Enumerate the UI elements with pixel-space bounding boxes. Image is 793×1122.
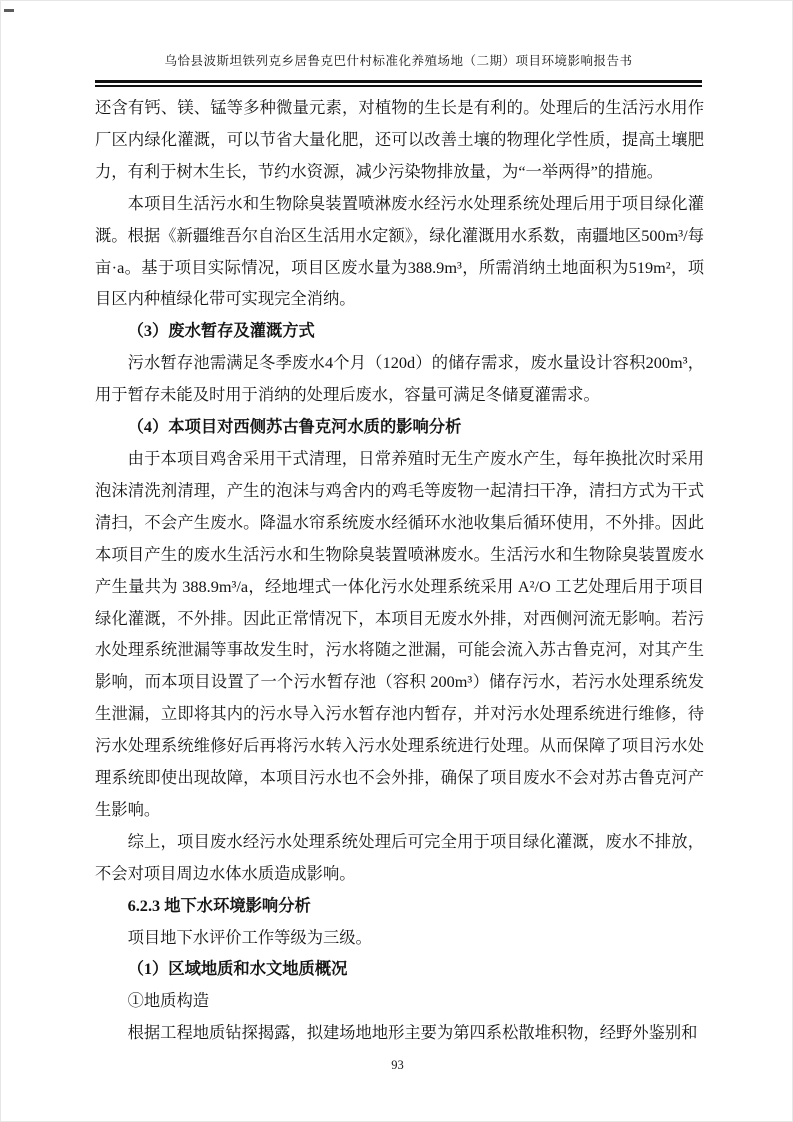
paragraph-continuation: 还含有钙、镁、锰等多种微量元素，对植物的生长是有利的。处理后的生活污水用作厂区内绿化灌溉，可以节省大量化肥，还可以改善土壤的物理化学性质，提高土壤肥力，有利于树木生长，节约水资源，减少污染物排放量，为“一举两得”的措施。 xyxy=(95,98,704,181)
header-double-rule xyxy=(95,80,702,87)
paragraph-river-impact-analysis: 由于本项目鸡舍采用干式清理，日常养殖时无生产废水产生，每年换批次时采用泡沫清洗剂清理，产生的泡沫与鸡舍内的鸡毛等废物一起清扫干净，清扫方式为干式清扫，不会产生废水。降温水帘系统废水经循环水池收集后循环使用，不外排。因此本项目产生的废水生活污水和生物除臭装置喷淋废水。生活污水和生物除臭装置废水产生量共为 388.9m³/a，经地埋式一体化污水处理系统采用 A²/O 工艺处理后用于项目绿化灌溉，不外排。因此正常情况下，本项目无废水外排，对西侧河流无影响。若污水处理系统泄漏等事故发生时，污水将随之泄漏，可能会流入苏古鲁克河，对其产生影响，而本项目设置了一个污水暂存池（容积 200m³）储存污水，若污水处理系统发生泄漏，立即将其内的污水导入污水暂存池内暂存，并对污水处理系统进行维修，待污水处理系统维修好后再将污水转入污水处理系统进行处理。从而保障了项目污水处理系统即使出现故障，本项目污水也不会外排，确保了项目废水不会对苏古鲁克河产生影响。 xyxy=(95,448,704,819)
header-rule-bottom-line xyxy=(95,85,702,88)
paragraph-geology-structure-label: ①地质构造 xyxy=(127,991,210,1011)
paragraph-irrigation-reuse: 本项目生活污水和生物除臭装置喷淋废水经污水处理系统处理后用于项目绿化灌溉。根据《新疆维吾尔自治区生活用水定额》，绿化灌溉用水系数，南疆地区500m³/每亩·a。基于项目实际情况，项目区废水量为388.9m³，所需消纳土地面积为519m²，项目区内种植绿化带可实现完全消纳。 xyxy=(95,193,704,309)
page-number: 93 xyxy=(391,1058,404,1072)
document-body xyxy=(95,92,704,1049)
heading-regional-geology: （1）区域地质和水文地质概况 xyxy=(127,959,348,979)
paragraph-drilling: 根据工程地质钻探揭露，拟建场地地形主要为第四系松散堆积物，经野外鉴别和 xyxy=(127,1023,698,1043)
paragraph-storage-pool: 污水暂存池需满足冬季废水4个月（120d）的储存需求，废水量设计容积200m³，用于暂存未能及时用于消纳的处理后废水，容量可满足冬储夏灌需求。 xyxy=(95,353,704,405)
heading-groundwater-impact: 6.2.3 地下水环境影响分析 xyxy=(127,895,311,915)
paragraph-summary: 综上，项目废水经污水处理系统处理后可完全用于项目绿化灌溉，废水不排放，不会对项目周边水体水质造成影响。 xyxy=(95,831,704,883)
page-header-title: 乌恰县波斯坦铁列克乡居鲁克巴什村标准化养殖场地（二期）项目环境影响报告书 xyxy=(164,54,633,68)
scan-artifact xyxy=(4,9,14,12)
paragraph-evaluation-grade: 项目地下水评价工作等级为三级。 xyxy=(127,927,372,947)
heading-river-impact: （4）本项目对西侧苏古鲁克河水质的影响分析 xyxy=(127,417,462,437)
heading-wastewater-storage: （3）废水暂存及灌溉方式 xyxy=(127,321,315,341)
